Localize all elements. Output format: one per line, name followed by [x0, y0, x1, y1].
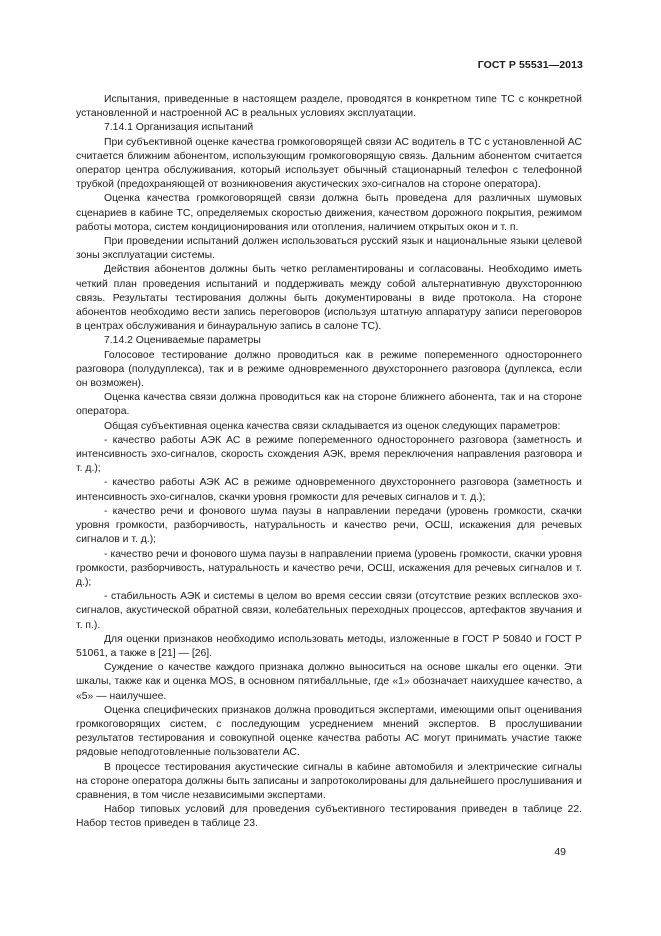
paragraph: Действия абонентов должны быть четко регламентированы и согласованы. Необходимо иметь четкий план проведения испытаний и поддерживать между собой альтернативную двухстороннюю связь. Результаты тестирования должны быть документированы в виде протокола. На стороне абонентов необходимо вести запись переговоров (используя штатную аппаратуру записи переговоров в центрах обслуживания и бинауральную запись в салоне ТС).	[76, 264, 582, 333]
paragraph: Для оценки признаков необходимо использовать методы, изложенные в ГОСТ Р 50840 и ГОСТ Р 51061, а также в [21] — [26].	[76, 633, 582, 659]
paragraph: При субъективной оценке качества громкоговорящей связи АС водитель в ТС с установленной АС считается ближним абонентом, использующим громкоговорящую связь. Дальним абонентом считается оператор центра обслуживания, который использует обычный стационарный телефон с телефонной трубкой (предохраняющей от возникновения акустических эхо-сигналов на стороне оператора).	[76, 136, 582, 191]
paragraph: Оценка специфических признаков должна проводиться экспертами, имеющими опыт оценивания громкоговорящих систем, с последующим усреднением мнений экспертов. В прослушивании результатов тестирования и совокупной оценке качества работы АС могут принимать участие также рядовые неподготовленные пользователи АС.	[76, 704, 582, 759]
paragraph: Испытания, приведенные в настоящем разделе, проводятся в конкретном типе ТС с конкретной установленной и настроенной АС в реальных условиях эксплуатации.	[76, 94, 582, 120]
page-body	[76, 93, 582, 832]
paragraph: В процессе тестирования акустические сигналы в кабине автомобиля и электрические сигналы на стороне оператора должны быть записаны и запротоколированы для дальнейшего прослушивания и сравнения, в том числе независимыми экспертами.	[76, 761, 582, 801]
paragraph: Оценка качества громкоговорящей связи должна быть проведена для различных шумовых сценариев в кабине ТС, определяемых скоростью движения, качеством дорожного покрытия, режимом работы мотора, систем кондиционирования или отопления, наличием открытых окон и т. п.	[76, 193, 582, 233]
list-item: - стабильность АЭК и системы в целом во время сессии связи (отсутствие резких всплесков эхо-сигналов, акустической обратной связи, колебательных переходных процессов, артефактов звучания и т. п.).	[76, 591, 582, 631]
paragraph: Общая субъективная оценка качества связи складывается из оценок следующих параметров:	[104, 420, 561, 432]
list-item: - качество работы АЭК АС в режиме одновременного двухстороннего разговора (заметность и интенсивность эхо-сигналов, скачки уровня громкости для речевых сигналов и т. д.);	[76, 477, 582, 503]
document-header: ГОСТ Р 55531—2013	[477, 59, 583, 71]
paragraph: При проведении испытаний должен использоваться русский язык и национальные языки целевой зоны эксплуатации системы.	[76, 236, 582, 262]
list-item: - качество речи и фонового шума паузы в направлении приема (уровень громкости, скачки уровня громкости, разборчивость, натуральность и качество речи, ОСШ, искажения для речевых сигналов и т. д.);	[76, 548, 582, 588]
list-item: - качество работы АЭК АС в режиме попеременного одностороннего разговора (заметность и интенсивность эхо-сигналов, скорость схождения АЭК, время переключения направления разговора и т. д.);	[76, 434, 582, 475]
paragraph: Оценка качества связи должна проводиться как на стороне ближнего абонента, так и на стороне оператора.	[76, 392, 582, 418]
paragraph: Голосовое тестирование должно проводиться как в режиме попеременного одностороннего разговора (полудуплекса), так и в режиме одновременного двухстороннего разговора (дуплекса, если он возможен).	[76, 349, 582, 390]
section-heading-7-14-1: 7.14.1 Организация испытаний	[104, 122, 254, 134]
paragraph: Суждение о качестве каждого признака должно выноситься на основе шкалы его оценки. Эти шкалы, также как и оценка MOS, в основном пятибалльные, где «1» обозначает наихудшее качество, а «5» — наилучшее.	[76, 662, 582, 702]
list-item: - качество речи и фонового шума паузы в направлении передачи (уровень громкости, скачки уровня громкости, разборчивость, натуральность и качество речи, ОСШ, искажения для речевых сигналов и т. д.);	[76, 505, 582, 546]
paragraph: Набор типовых условий для проведения субъективного тестирования приведен в таблице 22. Набор тестов приведен в таблице 23.	[76, 804, 582, 830]
page-number: 49	[554, 846, 566, 858]
section-heading-7-14-2: 7.14.2 Оцениваемые параметры	[104, 335, 261, 347]
